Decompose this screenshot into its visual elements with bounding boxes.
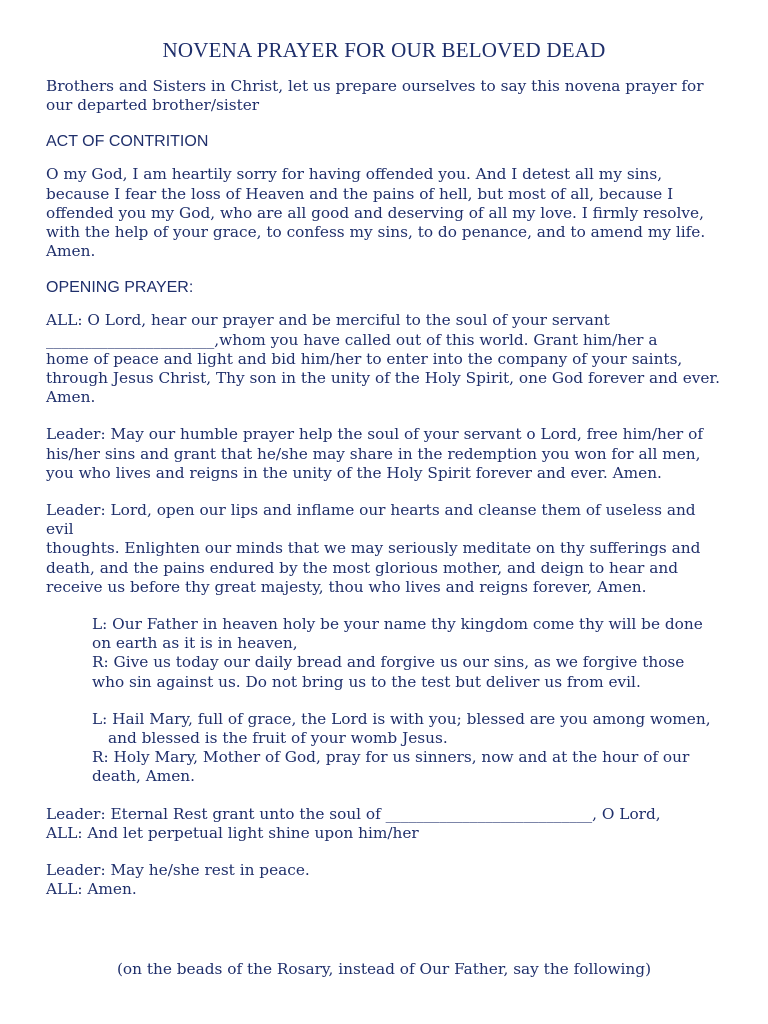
contrition-line: Amen. (46, 242, 96, 261)
opening-all-line: home of peace and light and bid him/her to enter into the company of your saints, (46, 349, 683, 368)
opening-all-line: through Jesus Christ, Thy son in the unity of the Holy Spirit, one God forever and ever. (46, 369, 720, 388)
rosary-instruction: (on the beads of the Rosary, instead of Our Father, say the following) (116, 960, 652, 978)
opening-heading: OPENING PRAYER: (46, 279, 194, 297)
contrition-line: because I fear the loss of Heaven and the pains of hell, but most of all, because I (46, 184, 674, 203)
contrition-heading: ACT OF CONTRITION (46, 133, 209, 151)
page-title: NOVENA PRAYER FOR OUR BELOVED DEAD (162, 38, 606, 62)
contrition-line: with the help of your grace, to confess my sins, to do penance, and to amend my life. (46, 223, 706, 242)
hail-mary-leader-line: and blessed is the fruit of your womb Jesus. (108, 729, 448, 748)
eternal-rest-paragraph (46, 805, 722, 843)
leader2-line: death, and the pains endured by the most glorious mother, and deign to hear and (46, 558, 678, 577)
opening-all-line: ALL: O Lord, hear our prayer and be merciful to the soul of your servant (46, 311, 610, 330)
eternal-rest-line: Leader: Eternal Rest grant unto the soul of ___________________________, O Lord, (46, 804, 661, 823)
our-father-leader-line: on earth as it is in heaven, (92, 634, 298, 653)
opening-all-line: Amen. (46, 388, 96, 407)
opening-all-line: ______________________,whom you have called out of this world. Grant him/her a (46, 330, 658, 349)
leader2-line: thoughts. Enlighten our minds that we may seriously meditate on thy sufferings and (46, 539, 701, 558)
our-father-responsory (46, 615, 722, 692)
intro-paragraph (46, 77, 722, 115)
rest-in-peace-paragraph (46, 861, 722, 899)
rest-in-peace-line: Leader: May he/she rest in peace. (46, 861, 310, 880)
our-father-leader-line: L: Our Father in heaven holy be your name thy kingdom come thy will be done (92, 615, 703, 634)
our-father-response-line: who sin against us. Do not bring us to the test but deliver us from evil. (92, 672, 641, 691)
contrition-line: offended you my God, who are all good and deserving of all my love. I firmly resolve, (46, 203, 704, 222)
opening-all-paragraph (46, 311, 722, 407)
leader1-line: Leader: May our humble prayer help the soul of your servant o Lord, free him/her of (46, 425, 703, 444)
eternal-rest-line: ALL: And let perpetual light shine upon him/her (46, 823, 419, 842)
contrition-line: O my God, I am heartily sorry for having offended you. And I detest all my sins, (46, 165, 663, 184)
leader-prayer-1 (46, 425, 722, 483)
intro-line: our departed brother/sister (46, 96, 260, 115)
hail-mary-leader-line: L: Hail Mary, full of grace, the Lord is with you; blessed are you among women, (92, 709, 711, 728)
our-father-response-line: R: Give us today our daily bread and forgive us our sins, as we forgive those (92, 653, 685, 672)
leader1-line: his/her sins and grant that he/she may share in the redemption you won for all men, (46, 444, 701, 463)
rest-in-peace-line: ALL: Amen. (46, 880, 137, 899)
leader-prayer-2 (46, 501, 722, 597)
hail-mary-responsory (46, 710, 722, 787)
leader2-line: Leader: Lord, open our lips and inflame our hearts and cleanse them of useless and evil (46, 501, 696, 539)
hail-mary-response-line: death, Amen. (92, 767, 196, 786)
leader1-line: you who lives and reigns in the unity of the Holy Spirit forever and ever. Amen. (46, 463, 662, 482)
hail-mary-response-line: R: Holy Mary, Mother of God, pray for us sinners, now and at the hour of our (92, 748, 690, 767)
contrition-paragraph (46, 165, 722, 261)
leader2-line: receive us before thy great majesty, thou who lives and reigns forever, Amen. (46, 577, 647, 596)
intro-line: Brothers and Sisters in Christ, let us prepare ourselves to say this novena prayer for (46, 77, 704, 95)
